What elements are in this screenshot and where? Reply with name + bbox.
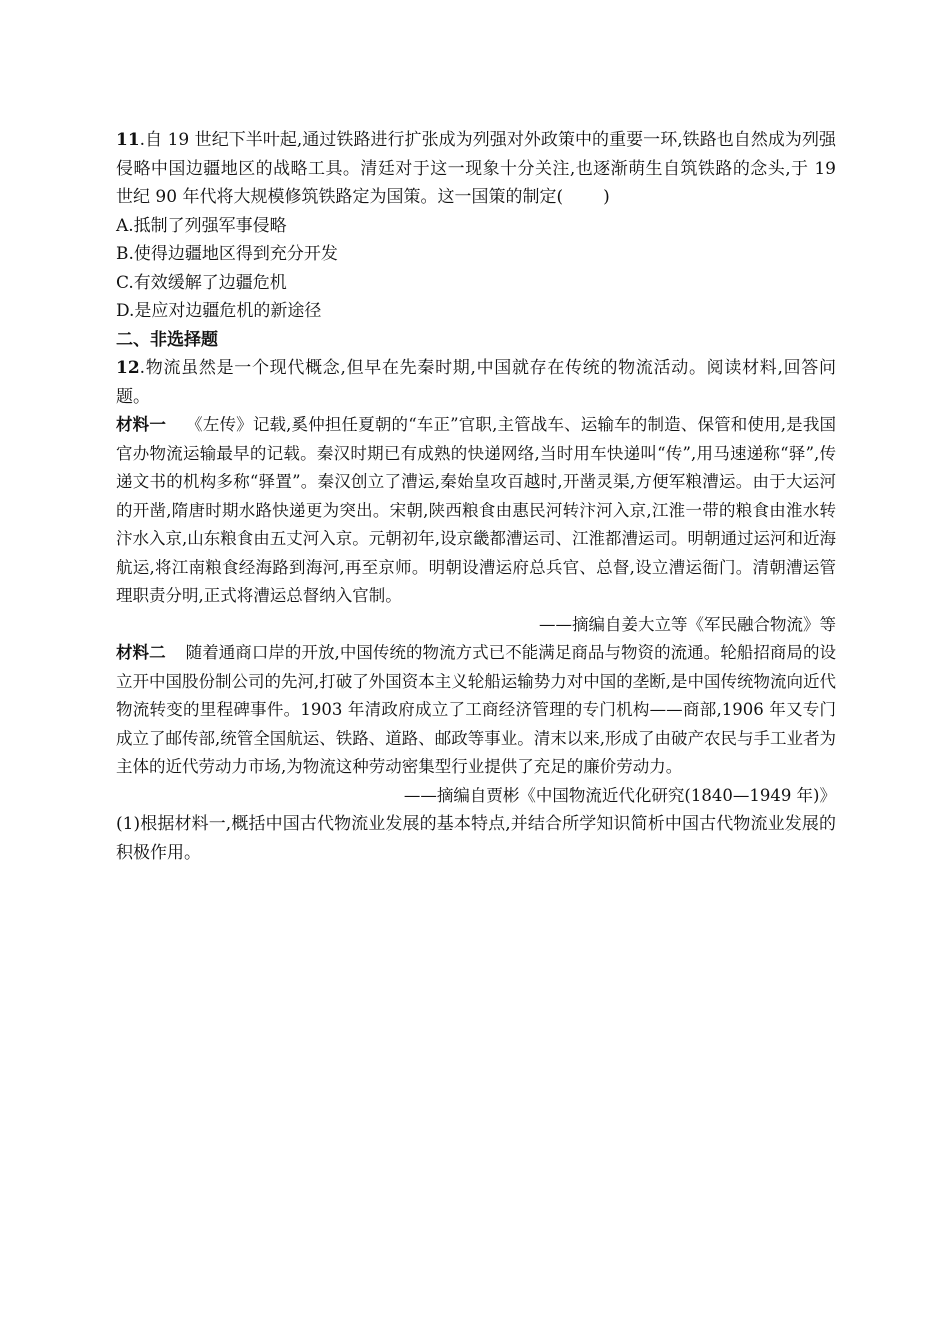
material-2: [116, 639, 836, 782]
option-a: A.抵制了列强军事侵略: [116, 215, 287, 236]
option-d: D.是应对边疆危机的新途径: [116, 301, 322, 321]
material-text: 《左传》记载,奚仲担任夏朝的“车正”官职,主管战车、运输车的制造、保管和使用,是我国官办物流运输最早的记载。秦汉时期已有成熟的快递网络,当时用车快递叫“传”,用马速递称“驿”,传递文书的机构多称“驿置”。秦汉创立了漕运,秦始皇攻百越时,开凿灵渠,方便军粮漕运。由于大运河的开凿,隋唐时期水路快递更为突出。宋朝,陕西粮食由惠民河转汴河入京,江淮一带的粮食由淮水转汴水入京,山东粮食由五丈河入京。元朝初年,设京畿都漕运司、江淮都漕运司。明朝通过运河和近海航运,将江南粮食经海路到海河,再至京师。明朝设漕运府总兵官、总督,设立漕运衙门。清朝漕运管理职责分明,正式将漕运总督纳入官制。: [116, 415, 837, 605]
material-label: 材料二: [116, 643, 166, 662]
question-stem-end: ): [603, 187, 610, 207]
question-stem: .自 19 世纪下半叶起,通过铁路进行扩张成为列强对外政策中的重要一环,铁路也自然成为列强侵略中国边疆地区的战略工具。清廷对于这一现象十分关注,也逐渐萌生自筑铁路的念头,于 19 世纪 90 年代将大规模修筑铁路定为国策。这一国策的制定(: [116, 130, 836, 207]
question-number: 12: [116, 358, 140, 378]
question-number: 11: [116, 130, 140, 150]
material-2-source: ——摘编自贾彬《中国物流近代化研究(1840—1949 年)》: [403, 785, 836, 805]
material-1-source: ——摘编自姜大立等《军民融合物流》等: [539, 614, 836, 634]
material-1: [116, 411, 836, 611]
question-stem: .物流虽然是一个现代概念,但早在先秦时期,中国就存在传统的物流活动。阅读材料,回答问题。: [116, 358, 836, 407]
option-b: B.使得边疆地区得到充分开发: [116, 244, 338, 264]
exam-page: [116, 126, 836, 867]
material-label: 材料一: [116, 415, 166, 434]
question-11: [116, 126, 836, 212]
option-c: C.有效缓解了边疆危机: [116, 272, 287, 293]
sub-question-1: (1)根据材料一,概括中国古代物流业发展的基本特点,并结合所学知识简析中国古代物流业发展的积极作用。: [116, 814, 836, 863]
material-text: 随着通商口岸的开放,中国传统的物流方式已不能满足商品与物资的流通。轮船招商局的设立开中国股份制公司的先河,打破了外国资本主义轮船运输势力对中国的垄断,是中国传统物流向近代物流转变的里程碑事件。1903 年清政府成立了工商经济管理的专门机构——商部,1906 年又专门成立了邮传部,统管全国航运、铁路、道路、邮政等事业。清末以来,形成了由破产农民与手工业者为主体的近代劳动力市场,为物流这种劳动密集型行业提供了充足的廉价劳动力。: [116, 643, 836, 776]
section-title: 二、非选择题: [116, 329, 218, 350]
question-12: [116, 354, 836, 411]
